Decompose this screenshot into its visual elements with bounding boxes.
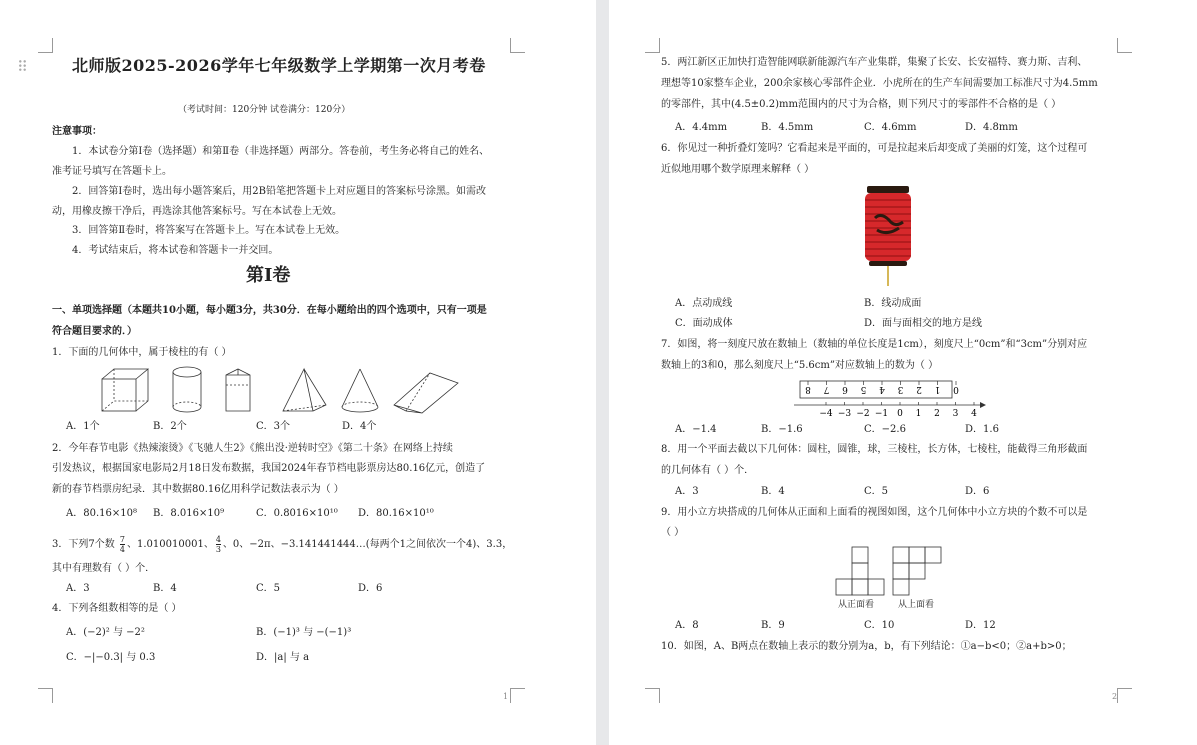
q1-option-d: D．4个 bbox=[342, 421, 377, 432]
q8-option-a: A．3 bbox=[675, 486, 699, 497]
notice-heading: 注意事项： bbox=[52, 126, 102, 137]
section-title: 第Ⅰ卷 bbox=[246, 265, 291, 286]
q7-stem: 7．如图，将一刻度尺放在数轴上（数轴的单位长度是1cm），刻度尺上“0cm”和“3cm”分别对应 bbox=[661, 339, 1088, 350]
q9-option-d: D．12 bbox=[965, 620, 996, 631]
q4-option-b: B．(−1)³ 与 −(−1)³ bbox=[256, 627, 352, 638]
notice-line: 2．回答第Ⅰ卷时，选出每小题答案后，用2B铅笔把答题卡上对应题目的答案标号涂黑。如需改 bbox=[72, 186, 487, 197]
q7-ruler-figure bbox=[794, 379, 994, 419]
q9-top-label: 从上面看 bbox=[898, 600, 935, 610]
notice-line: 动，用橡皮擦干净后，再选涂其他答案标号。写在本试卷上无效。 bbox=[52, 206, 342, 217]
drag-handle-icon[interactable]: ⠿ bbox=[17, 58, 28, 76]
q1-option-b: B．2个 bbox=[153, 421, 187, 432]
q7-option-b: B．−1.6 bbox=[761, 424, 803, 435]
axis-label: 0 bbox=[897, 409, 903, 419]
notice-line: 1．本试卷分第Ⅰ卷（选择题）和第Ⅱ卷（非选择题）两部分。答卷前，考生务必将自己的姓名、 bbox=[72, 146, 490, 157]
q6-stem: 近似地用哪个数学原理来解释（ ） bbox=[661, 164, 815, 175]
axis-label: −4 bbox=[819, 409, 833, 419]
ruler-label: 6 bbox=[842, 384, 848, 394]
q8-stem: 的几何体有（ ）个． bbox=[661, 465, 755, 476]
document-page-1 bbox=[0, 0, 596, 745]
q6-option-c: C．面动成体 bbox=[675, 318, 733, 329]
q1-solids-figure bbox=[100, 365, 480, 415]
q8-option-d: D．6 bbox=[965, 486, 990, 497]
ruler-label: 1 bbox=[934, 384, 941, 394]
q4-option-a: A．(−2)² 与 −2² bbox=[66, 627, 145, 638]
q3-option-c: C．5 bbox=[256, 583, 281, 594]
q2-stem: 新的春节档票房纪录．其中数据80.16亿用科学记数法表示为（ ） bbox=[52, 484, 344, 495]
q7-option-c: C．−2.6 bbox=[864, 424, 906, 435]
q3-stem: 其中有理数有（ ）个． bbox=[52, 563, 156, 574]
notice-line: 3．回答第Ⅱ卷时，将答案写在答题卡上。写在本试卷上无效。 bbox=[72, 225, 346, 236]
document-page-2 bbox=[609, 0, 1197, 745]
ruler-label: 5 bbox=[860, 384, 867, 394]
ruler-label: 0 bbox=[953, 384, 959, 394]
q6-stem: 6．你见过一种折叠灯笼吗？它看起来是平面的，可是拉起来后却变成了美丽的灯笼，这个过程可 bbox=[661, 143, 1088, 154]
margin-mark bbox=[1117, 38, 1132, 53]
axis-label: −3 bbox=[837, 409, 852, 419]
q2-option-b: B．8.016×10⁹ bbox=[153, 508, 225, 519]
notice-line: 准考证号填写在答题卡上。 bbox=[52, 166, 172, 177]
q9-stem: （ ） bbox=[661, 527, 685, 538]
q7-option-d: D．1.6 bbox=[965, 424, 999, 435]
q7-stem: 数轴上的3和0，那么刻度尺上“5.6cm”对应数轴上的数为（ ） bbox=[661, 360, 939, 371]
q1-option-a: A．1个 bbox=[66, 421, 100, 432]
q8-stem: 8．用一个平面去截以下几何体：圆柱，圆锥，球，三棱柱，长方体，七棱柱，能截得三角形截面 bbox=[661, 444, 1088, 455]
page-number: 2 bbox=[1112, 692, 1118, 701]
q8-option-c: C．5 bbox=[864, 486, 889, 497]
q2-option-c: C．0.8016×10¹⁰ bbox=[256, 508, 338, 519]
q2-option-d: D．80.16×10¹⁰ bbox=[358, 508, 434, 519]
q5-option-b: B．4.5mm bbox=[761, 122, 814, 133]
ruler-label: 2 bbox=[916, 384, 922, 394]
q7-option-a: A．−1.4 bbox=[675, 424, 717, 435]
q3-option-a: A．3 bbox=[66, 583, 90, 594]
q1-option-c: C．3个 bbox=[256, 421, 291, 432]
q5-stem: 理想等10家整车企业，200余家核心零部件企业．小虎所在的生产车间需要加工标准尺寸为4.5mm bbox=[661, 78, 1098, 89]
margin-mark bbox=[510, 688, 525, 703]
margin-mark bbox=[38, 688, 53, 703]
margin-mark bbox=[1117, 688, 1132, 703]
q3-option-b: B．4 bbox=[153, 583, 177, 594]
q1-stem: 1．下面的几何体中，属于棱柱的有（ ） bbox=[52, 347, 232, 358]
q10-stem: 10．如图，A、B两点在数轴上表示的数分别为a，b，有下列结论：①a−b<0；②a+b>0； bbox=[661, 641, 1072, 652]
q2-stem: 引发热议，根据国家电影局2月18日发布数据，我国2024年春节档电影票房达80.16亿元，创造了 bbox=[52, 463, 486, 474]
section-intro: 一、单项选择题（本题共10小题，每小题3分，共30分．在每小题给出的四个选项中，只有一项是 bbox=[52, 305, 487, 316]
axis-label: 4 bbox=[971, 409, 977, 419]
axis-label: −2 bbox=[856, 409, 870, 419]
q6-option-d: D．面与面相交的地方是线 bbox=[864, 318, 983, 329]
axis-label: −1 bbox=[874, 409, 889, 419]
q9-front-label: 从正面看 bbox=[838, 600, 875, 610]
q9-views-figure bbox=[836, 546, 956, 598]
q9-option-a: A．8 bbox=[675, 620, 699, 631]
q5-option-c: C．4.6mm bbox=[864, 122, 917, 133]
page-number: 1 bbox=[503, 692, 509, 701]
q6-option-b: B．线动成面 bbox=[864, 298, 922, 309]
margin-mark bbox=[510, 38, 525, 53]
section-intro: 符合题目要求的．） bbox=[52, 326, 137, 337]
q4-stem: 4．下列各组数相等的是（ ） bbox=[52, 603, 182, 614]
q9-option-b: B．9 bbox=[761, 620, 785, 631]
axis-label: 3 bbox=[952, 409, 959, 419]
q9-stem: 9．用小立方块搭成的几何体从正面和上面看的视图如图，这个几何体中小立方块的个数不可以是 bbox=[661, 507, 1088, 518]
margin-mark bbox=[38, 38, 53, 53]
exam-info: （考试时间：120分钟 试卷满分：120分） bbox=[178, 105, 351, 115]
notice-line: 4．考试结束后，将本试卷和答题卡一并交回。 bbox=[72, 245, 279, 256]
q8-option-b: B．4 bbox=[761, 486, 785, 497]
q3-option-d: D．6 bbox=[358, 583, 383, 594]
q5-stem: 5．两江新区正加快打造智能网联新能源汽车产业集群，集聚了长安、长安福特、赛力斯、吉利、 bbox=[661, 57, 1088, 68]
q2-stem: 2．今年春节电影《热辣滚烫》《飞驰人生2》《熊出没·逆转时空》《第二十条》在网络上持续 bbox=[52, 443, 453, 454]
margin-mark bbox=[645, 38, 660, 53]
q3-stem: 3．下列7个数 $\frac{7}{4}$ 、1.010010001、 $\frac{4}{3}$ 、0、−2π、−3.141441444…(每两个1之间依次一个4)、3.3， bbox=[52, 535, 513, 554]
q5-option-a: A．4.4mm bbox=[675, 122, 728, 133]
q4-option-c: C．−|−0.3| 与 0.3 bbox=[66, 652, 156, 663]
margin-mark bbox=[645, 688, 660, 703]
q5-option-d: D．4.8mm bbox=[965, 122, 1018, 133]
axis-label: 1 bbox=[915, 409, 922, 419]
q4-option-d: D．|a| 与 a bbox=[256, 652, 310, 663]
q2-option-a: A．80.16×10⁸ bbox=[66, 508, 137, 519]
q5-stem: 的零部件，其中(4.5±0.2)mm范围内的尺寸为合格，则下列尺寸的零部件不合格的是（ ） bbox=[661, 99, 1062, 110]
lantern-image bbox=[859, 184, 919, 294]
ruler-label: 3 bbox=[897, 384, 904, 394]
q6-option-a: A．点动成线 bbox=[675, 298, 733, 309]
ruler-label: 8 bbox=[805, 384, 811, 394]
page-title: 北师版2025-2026学年七年级数学上学期第一次月考卷 bbox=[72, 56, 486, 75]
axis-label: 2 bbox=[934, 409, 940, 419]
q9-option-c: C．10 bbox=[864, 620, 895, 631]
ruler-label: 4 bbox=[879, 384, 885, 394]
ruler-label: 7 bbox=[823, 384, 830, 394]
